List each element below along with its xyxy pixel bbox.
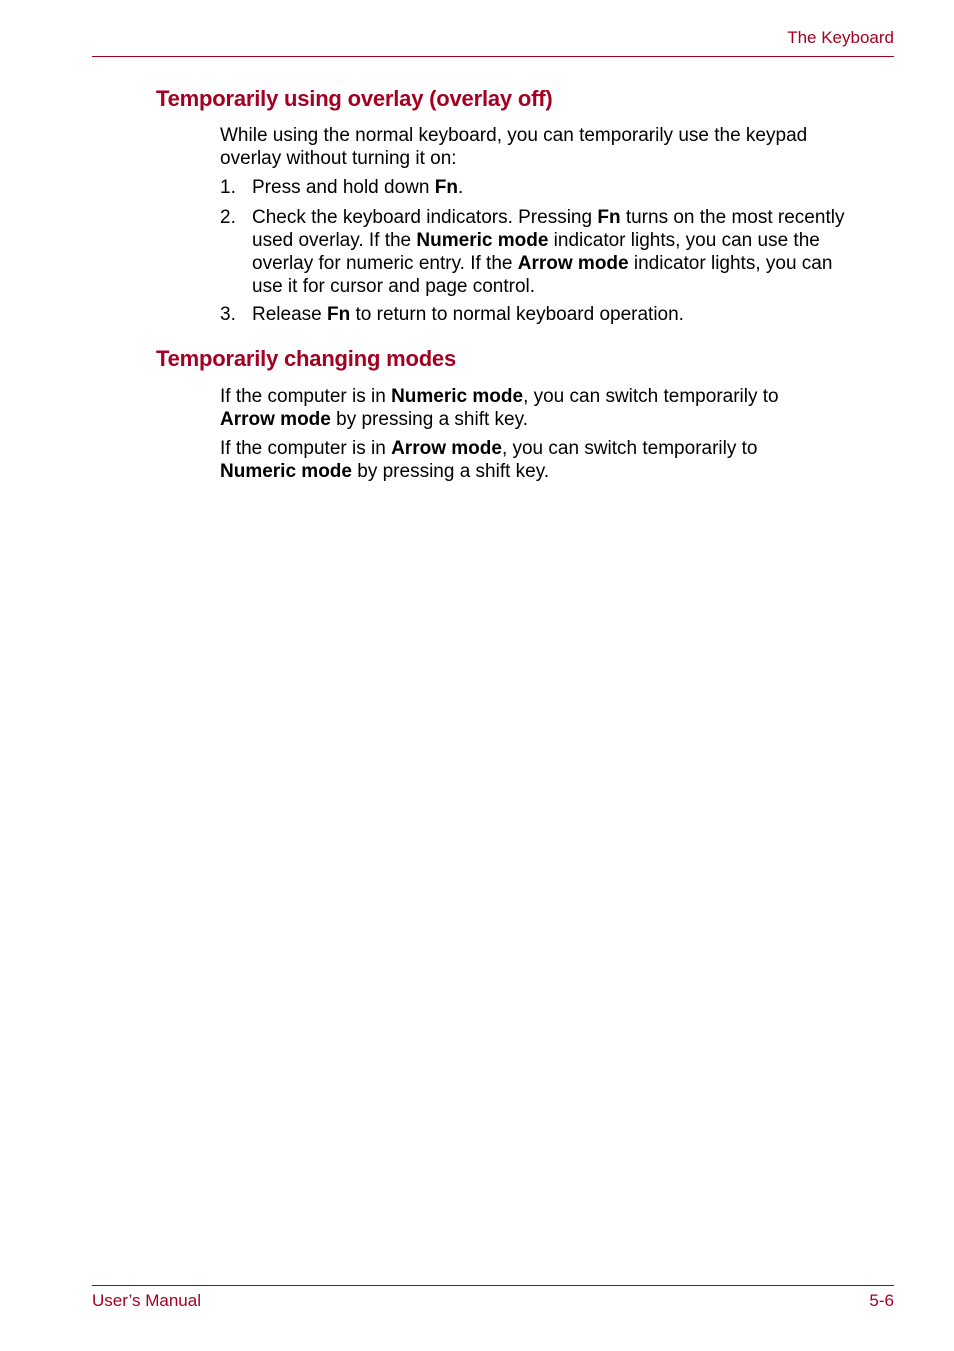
page-number: 5-6 bbox=[869, 1291, 894, 1310]
step-text: Press and hold down Fn. bbox=[252, 177, 464, 198]
intro-paragraph bbox=[220, 124, 890, 170]
step-number: 1. bbox=[220, 177, 236, 198]
step-text: Check the keyboard indicators. Pressing Fn turns on the most recently used overlay. If the Numeric mode indicator lights, you can use the overlay for numeric entry. If the Arrow mode indicator lights, you can use it for cursor and page control. bbox=[252, 207, 845, 297]
paragraph-numeric-to-arrow: If the computer is in Numeric mode, you can switch temporarily to Arrow mode by pressing a shift key. bbox=[220, 386, 779, 430]
section-heading-changing-modes: Temporarily changing modes bbox=[156, 346, 457, 371]
running-header: The Keyboard bbox=[787, 28, 894, 47]
step-number: 2. bbox=[220, 207, 236, 228]
intro-line-1: While using the normal keyboard, you can temporarily use the keypad bbox=[220, 125, 808, 146]
section-heading-overlay-off: Temporarily using overlay (overlay off) bbox=[156, 86, 553, 111]
intro-line-2: overlay without turning it on: bbox=[220, 148, 457, 169]
footer-rule bbox=[92, 1285, 894, 1286]
footer-manual-title: User’s Manual bbox=[92, 1291, 201, 1310]
header-rule bbox=[92, 56, 894, 57]
step-number: 3. bbox=[220, 304, 236, 325]
paragraph-arrow-to-numeric: If the computer is in Arrow mode, you can switch temporarily to Numeric mode by pressing a shift key. bbox=[220, 438, 758, 482]
step-text: Release Fn to return to normal keyboard operation. bbox=[252, 304, 684, 325]
